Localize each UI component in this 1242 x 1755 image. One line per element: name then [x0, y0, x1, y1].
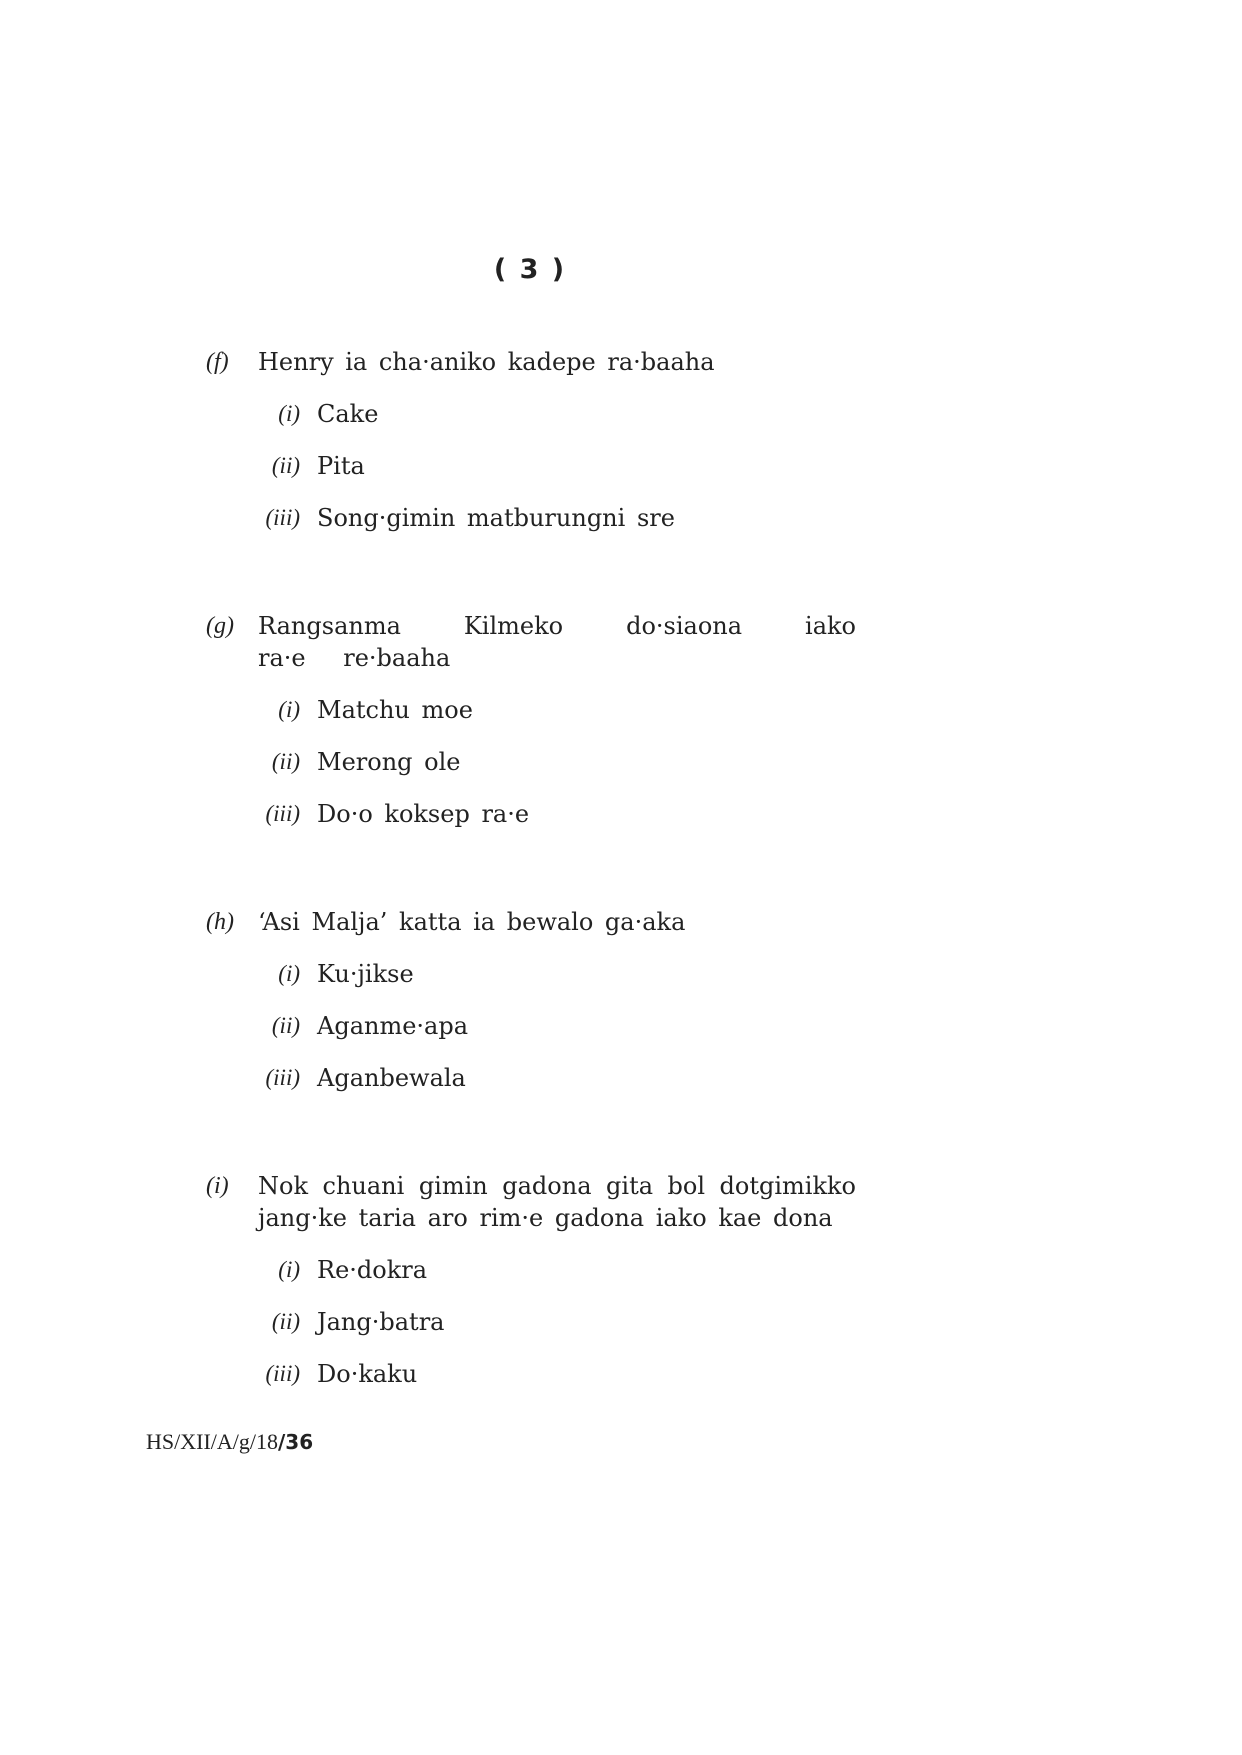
option-text: Ku·jikse	[317, 960, 414, 988]
question-label: (g)	[206, 613, 234, 639]
option-label: (i)	[278, 961, 300, 986]
option-label: (ii)	[271, 1309, 300, 1334]
question-i	[206, 1170, 856, 1390]
option-item	[206, 958, 856, 990]
option-label: (iii)	[265, 1065, 300, 1090]
option-item	[206, 1254, 856, 1286]
option-text: Re·dokra	[317, 1256, 428, 1284]
option-label: (ii)	[271, 453, 300, 478]
option-text: Aganbewala	[317, 1064, 466, 1092]
option-item	[206, 1306, 856, 1338]
option-text: Pita	[317, 452, 365, 480]
option-text: Do·kaku	[317, 1360, 418, 1388]
question-g	[206, 610, 856, 830]
option-text: Jang·batra	[317, 1308, 445, 1336]
option-item	[206, 450, 856, 482]
paper-code	[146, 1428, 313, 1456]
question-label: (h)	[206, 909, 234, 935]
option-item	[206, 1062, 856, 1094]
option-text: Do·o koksep ra·e	[317, 800, 530, 828]
option-text: Aganme·apa	[317, 1012, 469, 1040]
option-item	[206, 398, 856, 430]
option-item	[206, 694, 856, 726]
option-label: (iii)	[265, 1361, 300, 1386]
option-text: Cake	[317, 400, 379, 428]
page-number: ( 3 )	[493, 254, 567, 285]
question-text: Nok chuani gimin gadona gita bol dotgimikko jang·ke taria aro rim·e gadona iako kae dona	[258, 1172, 856, 1232]
option-text: Matchu moe	[317, 696, 473, 724]
option-item	[206, 1010, 856, 1042]
question-h	[206, 906, 856, 1094]
option-item	[206, 746, 856, 778]
option-label: (iii)	[265, 505, 300, 530]
question-text: ‘Asi Malja’ katta ia bewalo ga·aka	[258, 908, 686, 936]
question-label: (i)	[206, 1173, 229, 1199]
paper-code-suffix: /36	[278, 1430, 314, 1454]
option-item	[206, 502, 856, 534]
question-f	[206, 346, 856, 534]
option-text: Merong ole	[317, 748, 461, 776]
option-text: Song·gimin matburungni sre	[317, 504, 675, 532]
option-label: (i)	[278, 697, 300, 722]
option-label: (ii)	[271, 1013, 300, 1038]
question-text: Rangsanma Kilmeko do·siaona iako ra·e re·baaha	[258, 612, 856, 672]
option-label: (iii)	[265, 801, 300, 826]
option-label: (i)	[278, 401, 300, 426]
paper-code-main: HS/XII/A/g/18	[146, 1429, 278, 1454]
option-label: (ii)	[271, 749, 300, 774]
question-label: (f)	[206, 349, 229, 375]
question-text: Henry ia cha·aniko kadepe ra·baaha	[258, 348, 715, 376]
option-item	[206, 1358, 856, 1390]
option-item	[206, 798, 856, 830]
option-label: (i)	[278, 1257, 300, 1282]
